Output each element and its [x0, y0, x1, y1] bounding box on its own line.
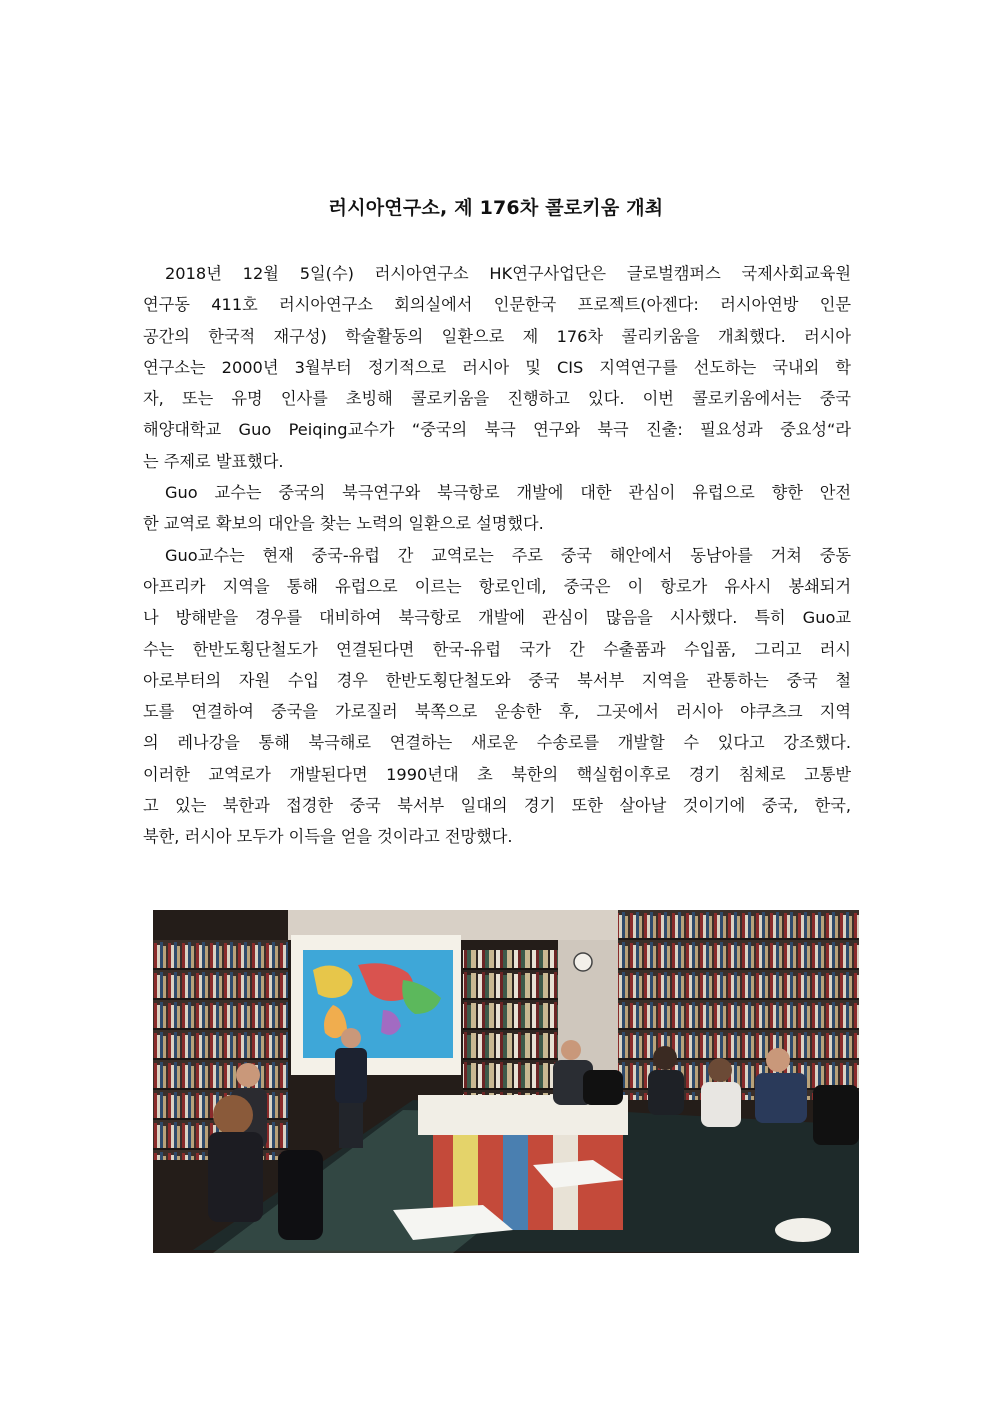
paragraph-1 — [143, 258, 851, 477]
page-title: 러시아연구소, 제 176차 콜로키움 개최 — [328, 197, 664, 219]
meeting-room-photo — [153, 910, 859, 1253]
text-line: 의 레나강을 통해 북극해로 연결하는 새로운 수송로를 개발할 수 있다고 강조했다. — [143, 733, 851, 753]
text-line: 는 주제로 발표했다. — [143, 451, 284, 471]
text-line: 아로부터의 자원 수입 경우 한반도횡단철도와 중국 북서부 지역을 관통하는 중국 철 — [143, 670, 851, 690]
text-line: 해양대학교 Guo Peiqing교수가 “중국의 북극 연구와 북극 진출: 필요성과 중요성“라 — [143, 420, 851, 440]
text-line: 연구소는 2000년 3월부터 정기적으로 러시아 및 CIS 지역연구를 선도하는 국내외 학 — [143, 357, 851, 377]
text-line: Guo 교수는 중국의 북극연구와 북극항로 개발에 대한 관심이 유럽으로 향한 안전 — [165, 483, 851, 503]
paragraph-3 — [143, 540, 851, 853]
text-line: Guo교수는 현재 중국-유럽 간 교역로는 주로 중국 해안에서 동남아를 거쳐 중동 — [165, 545, 851, 565]
text-line: 한 교역로 확보의 대안을 찾는 노력의 일환으로 설명했다. — [143, 514, 544, 534]
article-body — [143, 258, 851, 853]
text-line: 공간의 한국적 재구성) 학술활동의 일환으로 제 176차 콜리키움을 개최했다. 러시아 — [143, 326, 851, 346]
text-line: 수는 한반도횡단철도가 연결된다면 한국-유럽 국가 간 수출품과 수입품, 그리고 러시 — [143, 639, 851, 659]
paragraph-2 — [143, 477, 851, 540]
text-line: 이러한 교역로가 개발된다면 1990년대 초 북한의 핵실험이후로 경기 침체로 고통받 — [143, 764, 851, 784]
text-line: 고 있는 북한과 접경한 중국 북서부 일대의 경기 또한 살아날 것이기에 중국, 한국, — [143, 796, 851, 816]
text-line: 아프리카 지역을 통해 유럽으로 이르는 항로인데, 중국은 이 항로가 유사시 봉쇄되거 — [143, 576, 851, 596]
text-line: 나 방해받을 경우를 대비하여 북극항로 개발에 관심이 많음을 시사했다. 특히 Guo교 — [143, 608, 851, 628]
photo-illustration — [153, 910, 859, 1253]
text-line: 2018년 12월 5일(수) 러시아연구소 HK연구사업단은 글로벌캠퍼스 국제사회교육원 — [165, 264, 851, 283]
text-line: 자, 또는 유명 인사를 초빙해 콜로키움을 진행하고 있다. 이번 콜로키움에서는 중국 — [143, 389, 851, 409]
text-line: 연구동 411호 러시아연구소 회의실에서 인문한국 프로젝트(아젠다: 러시아연방 인문 — [143, 295, 851, 315]
text-line: 도를 연결하여 중국을 가로질러 북쪽으로 운송한 후, 그곳에서 러시아 야쿠츠크 지역 — [143, 702, 851, 722]
text-line: 북한, 러시아 모두가 이득을 얻을 것이라고 전망했다. — [143, 827, 513, 847]
